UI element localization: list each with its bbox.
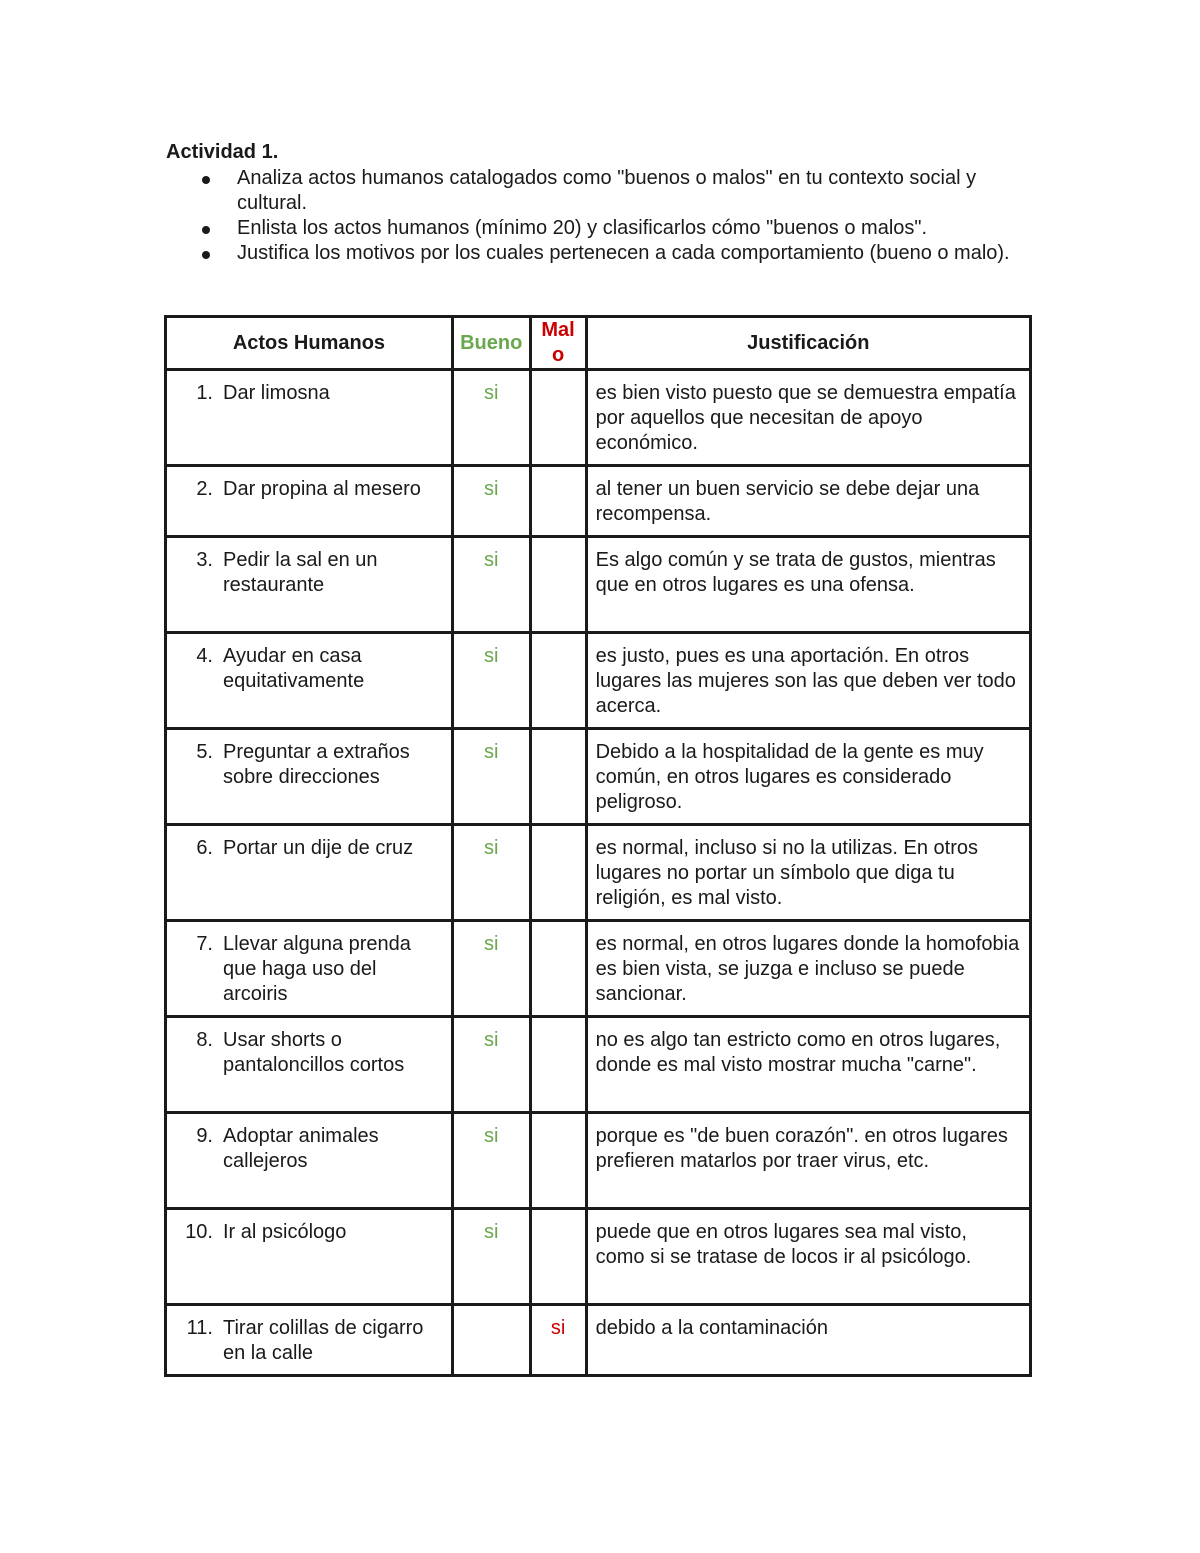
table-body bbox=[166, 370, 1031, 1376]
human-acts-table bbox=[164, 315, 1032, 1377]
justification-cell: puede que en otros lugares sea mal visto, como si se tratase de locos ir al psicólogo. bbox=[586, 1209, 1030, 1305]
act-cell bbox=[166, 1017, 453, 1113]
justification-cell: no es algo tan estricto como en otros lugares, donde es mal visto mostrar mucha "carne". bbox=[586, 1017, 1030, 1113]
justification-cell: debido a la contaminación bbox=[586, 1305, 1030, 1376]
bad-mark bbox=[530, 1209, 586, 1305]
instruction-list bbox=[166, 166, 1032, 266]
act-text: Dar limosna bbox=[223, 382, 330, 404]
good-mark: si bbox=[452, 370, 530, 466]
good-mark bbox=[452, 1305, 530, 1376]
act-text: Usar shorts o pantaloncillos cortos bbox=[223, 1029, 405, 1076]
header-acts: Actos Humanos bbox=[166, 317, 453, 370]
good-mark: si bbox=[452, 921, 530, 1017]
document-page bbox=[166, 138, 1032, 266]
act-number: 10. bbox=[185, 1221, 213, 1243]
table-row bbox=[166, 825, 1031, 921]
table-row bbox=[166, 633, 1031, 729]
act-cell bbox=[166, 729, 453, 825]
table-header-row bbox=[166, 317, 1031, 370]
header-justification: Justificación bbox=[586, 317, 1030, 370]
table-row bbox=[166, 537, 1031, 633]
table-row bbox=[166, 1017, 1031, 1113]
good-mark: si bbox=[452, 1209, 530, 1305]
table-row bbox=[166, 921, 1031, 1017]
instruction-text: Enlista los actos humanos (mínimo 20) y clasificarlos cómo "buenos o malos". bbox=[237, 217, 928, 239]
act-cell bbox=[166, 1113, 453, 1209]
bad-mark bbox=[530, 466, 586, 537]
good-mark: si bbox=[452, 729, 530, 825]
justification-cell: al tener un buen servicio se debe dejar una recompensa. bbox=[586, 466, 1030, 537]
justification-cell: es justo, pues es una aportación. En otros lugares las mujeres son las que deben ver todo acerca. bbox=[586, 633, 1030, 729]
act-number: 8. bbox=[196, 1029, 213, 1051]
table-row bbox=[166, 1113, 1031, 1209]
bad-mark bbox=[530, 729, 586, 825]
act-number: 1. bbox=[196, 382, 213, 404]
good-mark: si bbox=[452, 1017, 530, 1113]
act-number: 4. bbox=[196, 645, 213, 667]
justification-cell: Es algo común y se trata de gustos, mientras que en otros lugares es una ofensa. bbox=[586, 537, 1030, 633]
justification-cell: es normal, incluso si no la utilizas. En otros lugares no portar un símbolo que diga tu religión, es mal visto. bbox=[586, 825, 1030, 921]
bad-mark bbox=[530, 633, 586, 729]
instruction-item bbox=[166, 166, 1032, 216]
act-number: 7. bbox=[196, 933, 213, 955]
act-cell bbox=[166, 825, 453, 921]
act-cell bbox=[166, 921, 453, 1017]
act-text: Preguntar a extraños sobre direcciones bbox=[223, 741, 410, 788]
act-text: Dar propina al mesero bbox=[223, 478, 421, 500]
justification-cell: es normal, en otros lugares donde la homofobia es bien vista, se juzga e incluso se puede sancionar. bbox=[586, 921, 1030, 1017]
bad-mark: si bbox=[530, 1305, 586, 1376]
act-text: Ayudar en casa equitativamente bbox=[223, 645, 365, 692]
good-mark: si bbox=[452, 633, 530, 729]
act-text: Ir al psicólogo bbox=[223, 1221, 347, 1243]
justification-cell: Debido a la hospitalidad de la gente es muy común, en otros lugares es considerado peligroso. bbox=[586, 729, 1030, 825]
bad-mark bbox=[530, 921, 586, 1017]
bad-mark bbox=[530, 825, 586, 921]
good-mark: si bbox=[452, 1113, 530, 1209]
act-text: Tirar colillas de cigarro en la calle bbox=[223, 1317, 424, 1364]
act-number: 2. bbox=[196, 478, 213, 500]
act-number: 9. bbox=[196, 1125, 213, 1147]
justification-cell: porque es "de buen corazón". en otros lugares prefieren matarlos por traer virus, etc. bbox=[586, 1113, 1030, 1209]
table-row bbox=[166, 1209, 1031, 1305]
act-cell bbox=[166, 370, 453, 466]
table-row bbox=[166, 729, 1031, 825]
bad-mark bbox=[530, 1113, 586, 1209]
bullet-icon bbox=[202, 176, 210, 184]
act-text: Adoptar animales callejeros bbox=[223, 1125, 379, 1172]
bullet-icon bbox=[202, 251, 210, 259]
good-mark: si bbox=[452, 537, 530, 633]
act-cell bbox=[166, 1209, 453, 1305]
table-row bbox=[166, 370, 1031, 466]
act-number: 6. bbox=[196, 837, 213, 859]
act-cell bbox=[166, 633, 453, 729]
table-row bbox=[166, 466, 1031, 537]
act-number: 5. bbox=[196, 741, 213, 763]
good-mark: si bbox=[452, 466, 530, 537]
table-row bbox=[166, 1305, 1031, 1376]
activity-heading: Actividad 1. bbox=[166, 141, 279, 163]
act-cell bbox=[166, 1305, 453, 1376]
header-bad: Malo bbox=[530, 317, 586, 370]
instruction-item bbox=[166, 216, 1032, 241]
act-cell bbox=[166, 537, 453, 633]
bullet-icon bbox=[202, 226, 210, 234]
act-text: Portar un dije de cruz bbox=[223, 837, 414, 859]
act-text: Llevar alguna prenda que haga uso del arcoiris bbox=[223, 933, 411, 1005]
instruction-text: Analiza actos humanos catalogados como "buenos o malos" en tu contexto social y cultural. bbox=[237, 167, 977, 214]
good-mark: si bbox=[452, 825, 530, 921]
act-cell bbox=[166, 466, 453, 537]
act-number: 11. bbox=[186, 1317, 213, 1339]
instruction-text: Justifica los motivos por los cuales pertenecen a cada comportamiento (bueno o malo). bbox=[237, 242, 1010, 264]
bad-mark bbox=[530, 1017, 586, 1113]
act-number: 3. bbox=[196, 549, 213, 571]
bad-mark bbox=[530, 537, 586, 633]
justification-cell: es bien visto puesto que se demuestra empatía por aquellos que necesitan de apoyo económico. bbox=[586, 370, 1030, 466]
header-good: Bueno bbox=[452, 317, 530, 370]
instruction-item bbox=[166, 241, 1032, 266]
bad-mark bbox=[530, 370, 586, 466]
act-text: Pedir la sal en un restaurante bbox=[223, 549, 378, 596]
